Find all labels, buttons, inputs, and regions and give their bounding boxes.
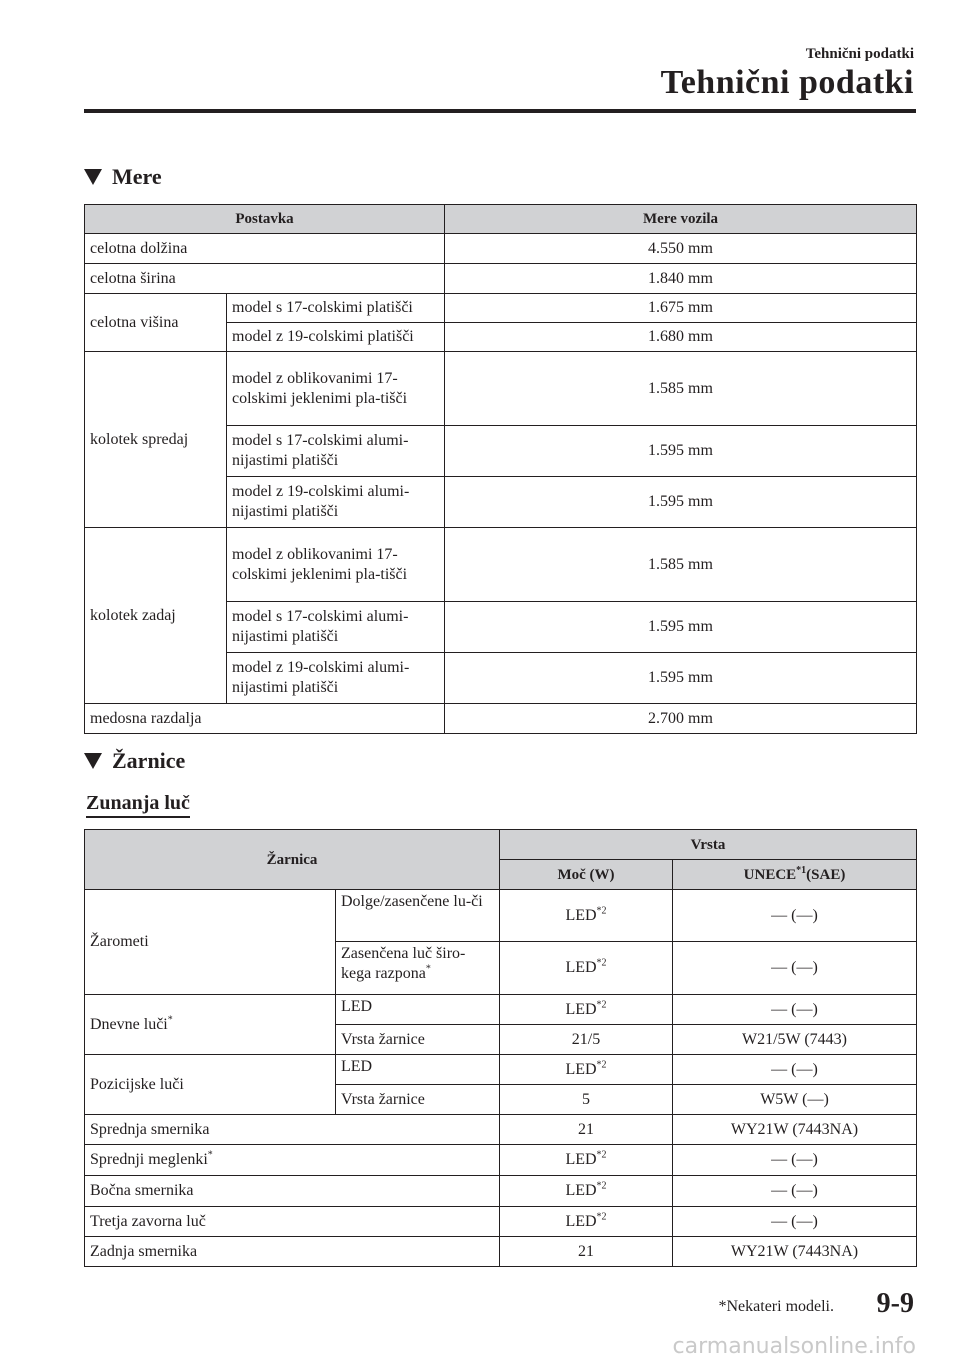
table-row — [85, 1115, 917, 1145]
col-header-value: Mere vozila — [445, 205, 917, 234]
code-cell: — (—) — [673, 1176, 917, 1207]
power-cell: LED$^{*2}$ — [500, 1055, 673, 1085]
code-cell: W5W (—) — [673, 1085, 917, 1115]
row-label: kolotek spredaj — [85, 352, 227, 528]
code-cell: — (—) — [673, 1145, 917, 1176]
running-header: Tehnični podatki — [805, 46, 914, 62]
page-number: 9-9 — [876, 1288, 914, 1319]
table-row — [85, 1145, 917, 1176]
row-label: celotna višina — [85, 294, 227, 352]
power-cell: 21/5 — [500, 1025, 673, 1055]
power-cell: 21 — [500, 1115, 673, 1145]
row-sublabel: model z 19-colskimi alumi-nijastimi platišči — [227, 477, 445, 528]
row-label: Bočna smernika — [85, 1176, 500, 1207]
row-value: 1.840 mm — [445, 264, 917, 294]
table-row — [85, 995, 917, 1025]
watermark: carmanualsonline.info — [672, 1334, 916, 1359]
section-mere — [84, 164, 162, 190]
row-sublabel: Vrsta žarnice — [336, 1025, 500, 1055]
code-cell: — (—) — [673, 995, 917, 1025]
row-sublabel: model z oblikovanimi 17-colskimi jeklenimi pla-tišči — [227, 528, 445, 602]
row-label: Tretja zavorna luč — [85, 1207, 500, 1237]
row-value: 1.595 mm — [445, 426, 917, 477]
row-label: Sprednji meglenki* — [85, 1145, 500, 1176]
row-label: celotna dolžina — [85, 234, 445, 264]
row-label: Dnevne luči* — [85, 995, 336, 1055]
table-row — [85, 1176, 917, 1207]
code-cell: — (—) — [673, 1207, 917, 1237]
dimensions-table — [84, 204, 917, 734]
row-sublabel: Vrsta žarnice — [336, 1085, 500, 1115]
col-header-type: Vrsta — [500, 830, 917, 860]
code-cell: WY21W (7443NA) — [673, 1237, 917, 1267]
row-sublabel: model s 17-colskimi alumi-nijastimi platišči — [227, 602, 445, 653]
header-rule — [84, 109, 916, 113]
code-cell: W21/5W (7443) — [673, 1025, 917, 1055]
row-label: celotna širina — [85, 264, 445, 294]
table-row — [85, 1237, 917, 1267]
bulbs-table — [84, 829, 917, 1267]
triangle-bullet-icon — [84, 169, 102, 185]
row-label: Žarometi — [85, 890, 336, 995]
row-value: 1.675 mm — [445, 294, 917, 323]
row-sublabel: model z 19-colskimi alumi-nijastimi platišči — [227, 653, 445, 704]
col-header-unece: UNECE$^{*1}$(SAE) — [673, 860, 917, 890]
row-label: medosna razdalja — [85, 704, 445, 734]
row-sublabel: model s 17-colskimi alumi-nijastimi platišči — [227, 426, 445, 477]
row-value: 1.585 mm — [445, 352, 917, 426]
row-sublabel: LED — [336, 995, 500, 1025]
section-title: Mere — [112, 164, 162, 189]
row-sublabel: model z 19-colskimi platišči — [227, 323, 445, 352]
row-sublabel: Dolge/zasenčene lu-či — [336, 890, 500, 942]
power-cell: LED$^{*2}$ — [500, 995, 673, 1025]
code-cell: — (—) — [673, 1055, 917, 1085]
chapter-title: Tehnični podatki — [660, 64, 914, 101]
row-value: 1.595 mm — [445, 653, 917, 704]
power-cell: 5 — [500, 1085, 673, 1115]
section-zarnice — [84, 748, 185, 774]
power-cell: LED$^{*2}$ — [500, 1145, 673, 1176]
footnote: *Nekateri modeli. — [718, 1298, 834, 1315]
code-cell: — (—) — [673, 890, 917, 942]
row-label: Sprednja smernika — [85, 1115, 500, 1145]
row-value: 1.585 mm — [445, 528, 917, 602]
code-cell: — (—) — [673, 942, 917, 995]
row-value: 1.595 mm — [445, 602, 917, 653]
table-row — [85, 234, 917, 264]
col-header-bulb: Žarnica — [85, 830, 500, 890]
row-sublabel: model s 17-colskimi platišči — [227, 294, 445, 323]
col-header-power: Moč (W) — [500, 860, 673, 890]
row-value: 1.595 mm — [445, 477, 917, 528]
code-cell: WY21W (7443NA) — [673, 1115, 917, 1145]
power-cell: 21 — [500, 1237, 673, 1267]
row-label: kolotek zadaj — [85, 528, 227, 704]
row-value: 2.700 mm — [445, 704, 917, 734]
table-row — [85, 1207, 917, 1237]
power-cell: LED$^{*2}$ — [500, 890, 673, 942]
table-row — [85, 294, 917, 323]
subsection-title: Zunanja luč — [86, 792, 190, 818]
row-value: 4.550 mm — [445, 234, 917, 264]
table-row — [85, 704, 917, 734]
table-row — [85, 1055, 917, 1085]
row-sublabel: model z oblikovanimi 17-colskimi jeklenimi pla-tišči — [227, 352, 445, 426]
triangle-bullet-icon — [84, 753, 102, 769]
row-value: 1.680 mm — [445, 323, 917, 352]
row-label: Pozicijske luči — [85, 1055, 336, 1115]
table-row — [85, 352, 917, 426]
row-sublabel: Zasenčena luč širo-kega razpona* — [336, 942, 500, 995]
row-label: Zadnja smernika — [85, 1237, 500, 1267]
power-cell: LED$^{*2}$ — [500, 1207, 673, 1237]
table-row — [85, 264, 917, 294]
section-title: Žarnice — [112, 748, 186, 773]
table-row — [85, 528, 917, 602]
table-row — [85, 890, 917, 942]
power-cell: LED$^{*2}$ — [500, 942, 673, 995]
col-header-item: Postavka — [85, 205, 445, 234]
power-cell: LED$^{*2}$ — [500, 1176, 673, 1207]
row-sublabel: LED — [336, 1055, 500, 1085]
